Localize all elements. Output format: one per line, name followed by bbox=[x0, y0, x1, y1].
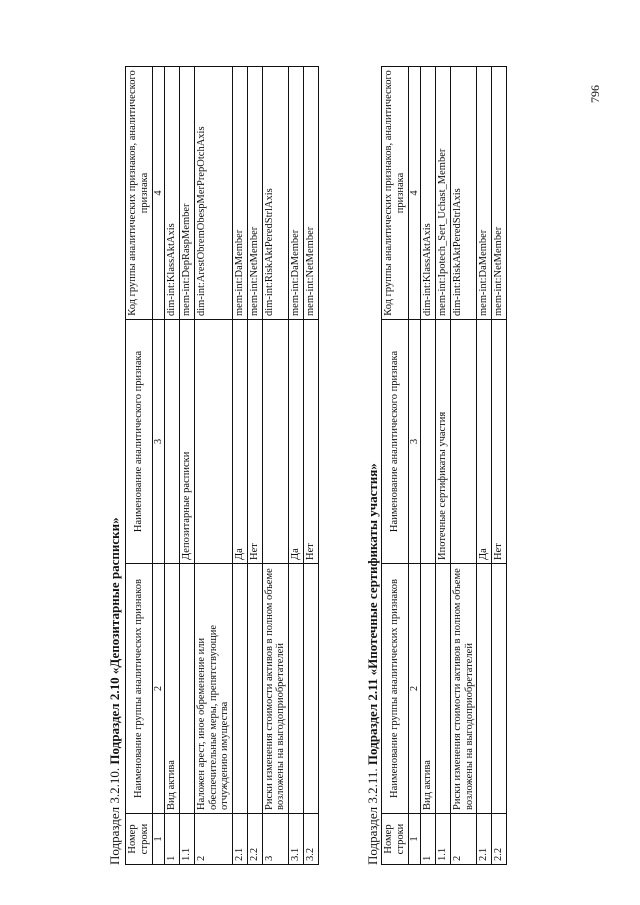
column-number-row bbox=[408, 67, 421, 865]
row-number: 2.2 bbox=[247, 814, 262, 865]
row-number: 3 bbox=[262, 814, 289, 865]
section1-table bbox=[125, 66, 319, 865]
row-number: 2.1 bbox=[233, 814, 248, 865]
row-group: Риски изменения стоимости активов в полном объеме возложены на выгодоприобретателей bbox=[450, 564, 477, 814]
page-number: 796 bbox=[588, 85, 602, 103]
table-row bbox=[436, 67, 451, 865]
row-group bbox=[233, 564, 248, 814]
row-number: 2 bbox=[194, 814, 232, 865]
row-attribute bbox=[194, 320, 232, 564]
row-group bbox=[303, 564, 318, 814]
row-group bbox=[289, 564, 304, 814]
header-attribute-name: Наименование аналитического признака bbox=[382, 320, 409, 564]
table-row bbox=[194, 67, 232, 865]
column-number: 3 bbox=[152, 320, 165, 564]
row-attribute: Нет bbox=[247, 320, 262, 564]
column-number: 2 bbox=[152, 564, 165, 814]
table-row bbox=[303, 67, 318, 865]
column-number: 2 bbox=[408, 564, 421, 814]
row-group bbox=[477, 564, 492, 814]
row-number: 2 bbox=[450, 814, 477, 865]
row-number: 2.1 bbox=[477, 814, 492, 865]
section2-title-prefix: Подраздел 3.2.11. bbox=[365, 768, 380, 865]
row-code: dim-int:KlassAktAxis bbox=[421, 67, 436, 320]
row-code: dim-int:RiskAktPeredStrlAxis bbox=[262, 67, 289, 320]
column-number: 4 bbox=[152, 67, 165, 320]
row-code: mem-int:DepRaspMember bbox=[180, 67, 195, 320]
column-number: 1 bbox=[152, 814, 165, 865]
header-attribute-name: Наименование аналитического признака bbox=[126, 320, 153, 564]
row-group bbox=[436, 564, 451, 814]
header-row bbox=[126, 67, 153, 865]
row-attribute bbox=[421, 320, 436, 564]
table-row bbox=[262, 67, 289, 865]
section1-title-bold: Подраздел 2.10 «Депозитарные расписки» bbox=[107, 517, 122, 765]
section2-title-bold: Подраздел 2.11 «Ипотечные сертификаты участия» bbox=[365, 463, 380, 766]
row-number: 1.1 bbox=[180, 814, 195, 865]
row-attribute: Да bbox=[289, 320, 304, 564]
table-row bbox=[233, 67, 248, 865]
row-group bbox=[180, 564, 195, 814]
table-row bbox=[492, 67, 507, 865]
row-attribute bbox=[262, 320, 289, 564]
row-code: mem-int:NetMember bbox=[247, 67, 262, 320]
table-row bbox=[247, 67, 262, 865]
row-attribute: Нет bbox=[492, 320, 507, 564]
row-code: mem-int:DaMember bbox=[233, 67, 248, 320]
header-group-name: Наименование группы аналитических признаков bbox=[126, 564, 153, 814]
section1-title bbox=[107, 517, 123, 865]
row-code: dim-int:KlassAktAxis bbox=[165, 67, 180, 320]
row-group: Вид актива bbox=[421, 564, 436, 814]
row-code: dim-int:RiskAktPeredStrlAxis bbox=[450, 67, 477, 320]
row-group: Наложен арест, иное обременение или обеспечительные меры, препятствующие отчуждению имущества bbox=[194, 564, 232, 814]
row-number: 1 bbox=[421, 814, 436, 865]
row-group bbox=[492, 564, 507, 814]
row-code: mem-int:Ipotech_Sert_Uchast_Member bbox=[436, 67, 451, 320]
row-code: mem-int:DaMember bbox=[289, 67, 304, 320]
row-attribute bbox=[450, 320, 477, 564]
row-number: 1.1 bbox=[436, 814, 451, 865]
section2-table bbox=[381, 66, 507, 865]
header-code: Код группы аналитических признаков, аналитического признака bbox=[382, 67, 409, 320]
row-number: 3.1 bbox=[289, 814, 304, 865]
row-number: 2.2 bbox=[492, 814, 507, 865]
header-row bbox=[382, 67, 409, 865]
row-code: mem-int:DaMember bbox=[477, 67, 492, 320]
row-attribute: Ипотечные сертификаты участия bbox=[436, 320, 451, 564]
row-code: mem-int:NetMember bbox=[303, 67, 318, 320]
row-group: Вид актива bbox=[165, 564, 180, 814]
row-group bbox=[247, 564, 262, 814]
table-row bbox=[289, 67, 304, 865]
header-code: Код группы аналитических признаков, аналитического признака bbox=[126, 67, 153, 320]
row-number: 3.2 bbox=[303, 814, 318, 865]
row-attribute: Нет bbox=[303, 320, 318, 564]
table-row bbox=[180, 67, 195, 865]
row-attribute: Депозитарные расписки bbox=[180, 320, 195, 564]
row-group: Риски изменения стоимости активов в полном объеме возложены на выгодоприобретателей bbox=[262, 564, 289, 814]
column-number: 3 bbox=[408, 320, 421, 564]
table-row bbox=[477, 67, 492, 865]
row-code: dim-int:ArestObremObespMerPrepOtchAxis bbox=[194, 67, 232, 320]
header-row-number: Номер строки bbox=[126, 814, 153, 865]
header-group-name: Наименование группы аналитических признаков bbox=[382, 564, 409, 814]
row-number: 1 bbox=[165, 814, 180, 865]
row-attribute: Да bbox=[233, 320, 248, 564]
table-row bbox=[421, 67, 436, 865]
section1-title-prefix: Подраздел 3.2.10. bbox=[107, 767, 122, 865]
column-number: 4 bbox=[408, 67, 421, 320]
row-code: mem-int:NetMember bbox=[492, 67, 507, 320]
row-attribute bbox=[165, 320, 180, 564]
row-attribute: Да bbox=[477, 320, 492, 564]
section2-title bbox=[365, 463, 381, 865]
column-number-row bbox=[152, 67, 165, 865]
table-row bbox=[165, 67, 180, 865]
column-number: 1 bbox=[408, 814, 421, 865]
header-row-number: Номер строки bbox=[382, 814, 409, 865]
table-row bbox=[450, 67, 477, 865]
